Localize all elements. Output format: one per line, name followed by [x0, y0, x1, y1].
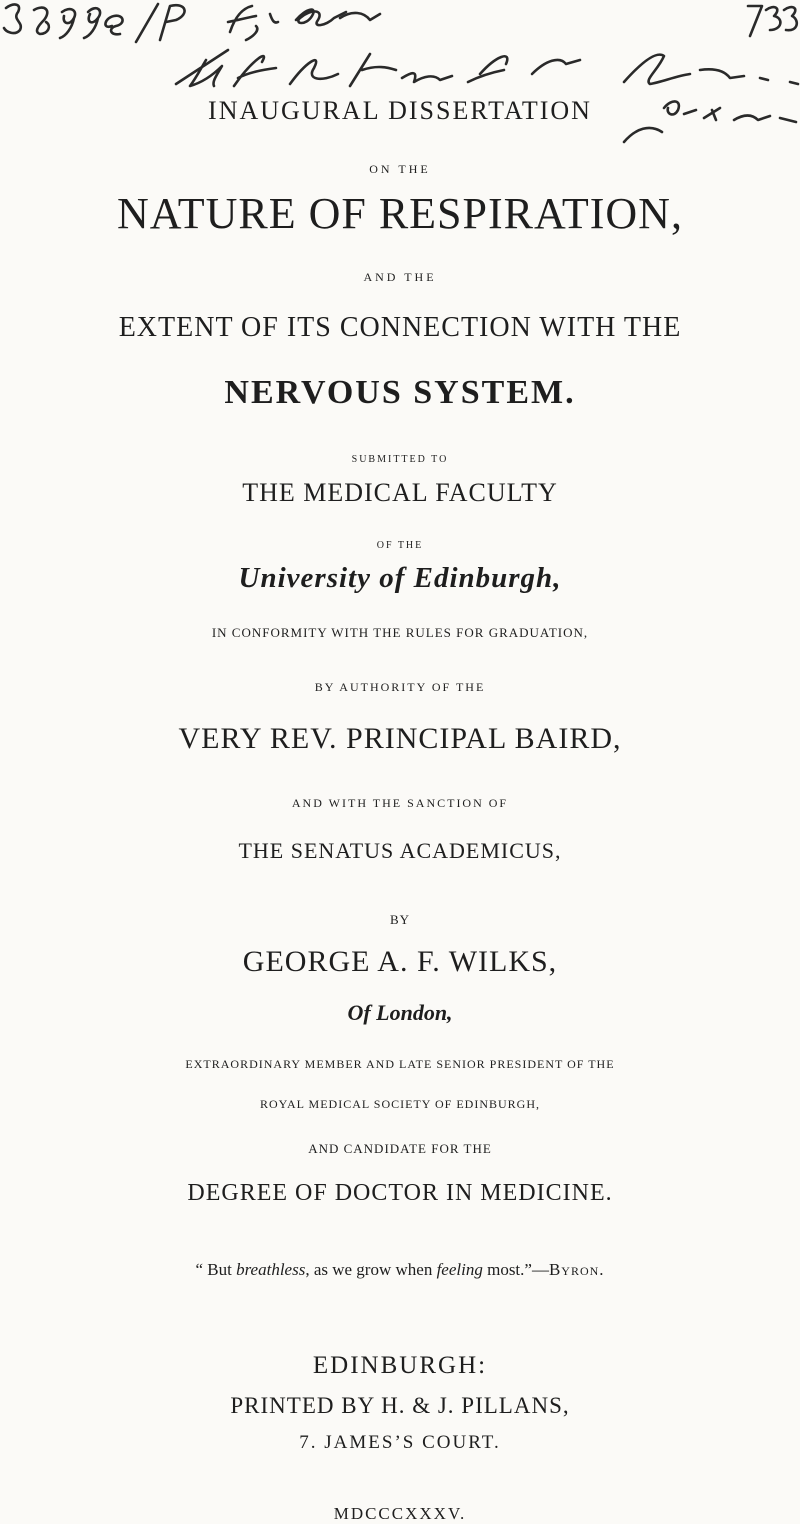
- on-the-text: ON THE: [369, 162, 431, 176]
- and-the-text: AND THE: [363, 270, 437, 284]
- faculty-name: THE MEDICAL FACULTY: [242, 478, 558, 507]
- imprint-city: EDINBURGH:: [312, 1352, 488, 1379]
- epigraph-end: most.”—: [482, 1260, 549, 1279]
- main-title: NATURE OF RESPIRATION,: [117, 189, 683, 238]
- by-text: BY: [389, 912, 411, 927]
- epigraph-word-feeling: feeling: [436, 1260, 483, 1279]
- epigraph-mid: , as we grow when: [305, 1260, 437, 1279]
- degree-title: DEGREE OF DOCTOR IN MEDICINE.: [187, 1180, 613, 1206]
- imprint-printer: PRINTED BY H. & J. PILLANS,: [230, 1393, 570, 1418]
- membership-line-2: ROYAL MEDICAL SOCIETY OF EDINBURGH,: [260, 1097, 540, 1111]
- sanction-text: AND WITH THE SANCTION OF: [291, 796, 509, 810]
- dissertation-heading: INAUGURAL DISSERTATION: [208, 96, 592, 125]
- imprint-address: 7. JAMES’S COURT.: [299, 1432, 501, 1453]
- epigraph-open: “ But: [195, 1260, 237, 1279]
- principal-name: VERY REV. PRINCIPAL BAIRD,: [178, 722, 622, 755]
- handwritten-inscription: [0, 0, 800, 150]
- subtitle-extent: EXTENT OF ITS CONNECTION WITH THE: [118, 312, 682, 343]
- epigraph-word-breathless: breathless: [236, 1260, 306, 1279]
- candidate-text: AND CANDIDATE FOR THE: [308, 1141, 492, 1156]
- senatus-name: THE SENATUS ACADEMICUS,: [238, 838, 562, 863]
- conformity-text: IN CONFORMITY WITH THE RULES FOR GRADUATION,: [211, 625, 589, 640]
- epigraph: [0, 1260, 800, 1280]
- authority-text: BY AUTHORITY OF THE: [314, 680, 486, 694]
- membership-line-1: EXTRAORDINARY MEMBER AND LATE SENIOR PRESIDENT OF THE: [185, 1057, 615, 1071]
- epigraph-attribution: Byron.: [548, 1260, 605, 1279]
- university-name: University of Edinburgh,: [238, 562, 562, 594]
- of-the-text: OF THE: [376, 540, 424, 551]
- submitted-to-text: SUBMITTED TO: [351, 454, 449, 465]
- imprint-year: MDCCCXXXV.: [333, 1504, 467, 1523]
- subtitle-system: NERVOUS SYSTEM.: [224, 374, 576, 411]
- author-origin: Of London,: [347, 1000, 453, 1025]
- author-name: GEORGE A. F. WILKS,: [242, 945, 558, 978]
